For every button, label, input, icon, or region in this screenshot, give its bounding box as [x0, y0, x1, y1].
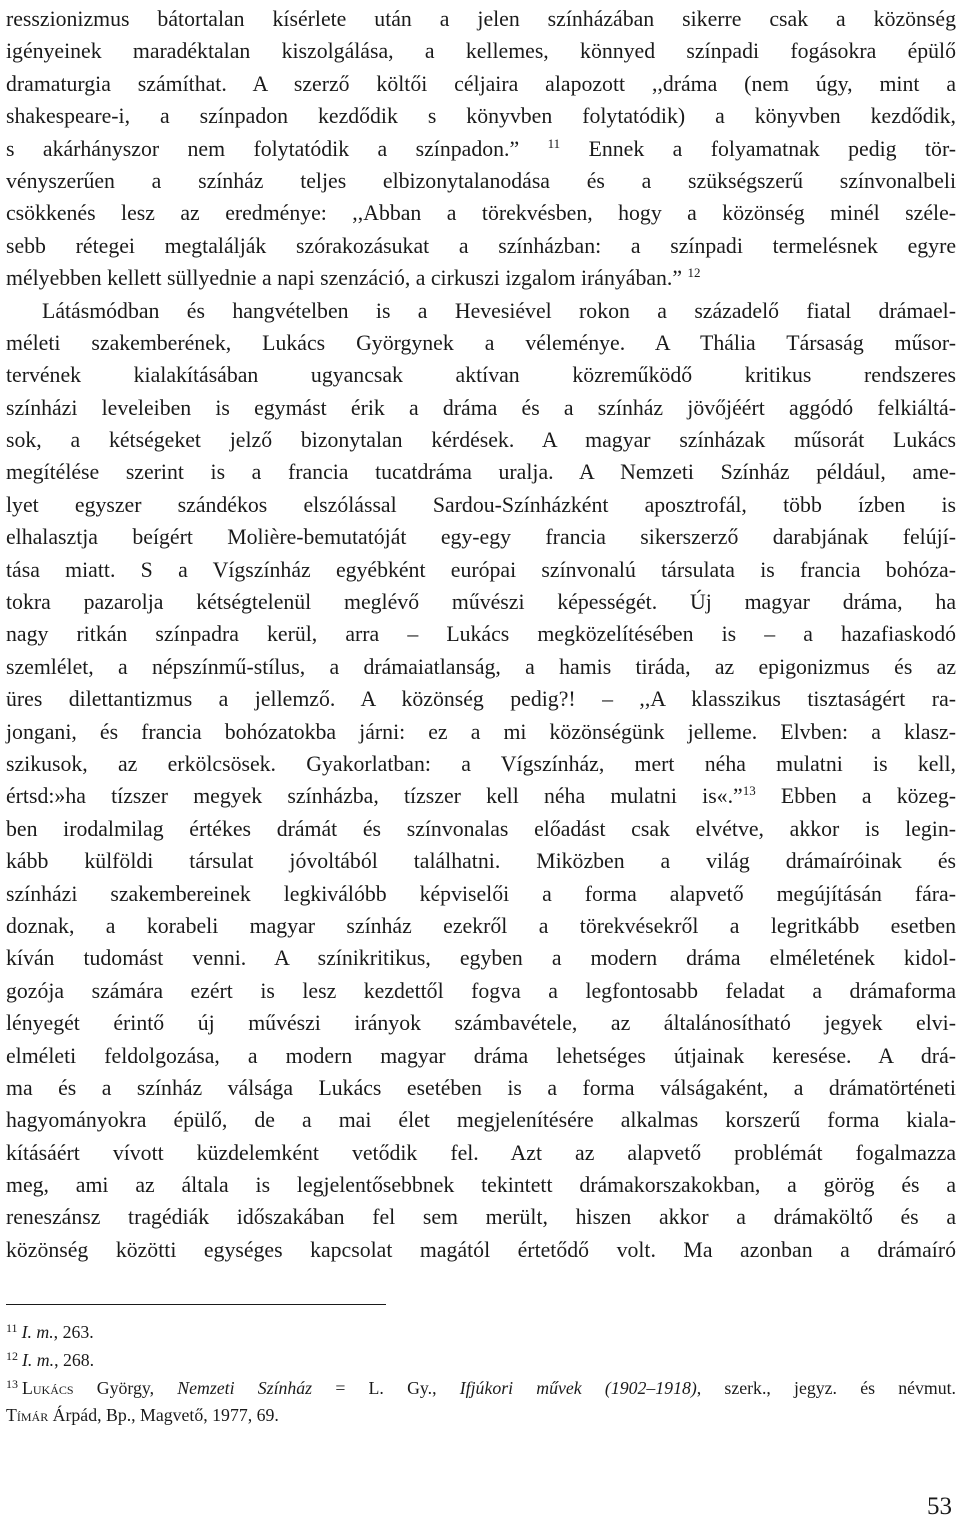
line-text: értsd:»ha tízszer megyek színházba, tízszer kell néha mulatni is«.” — [6, 784, 743, 809]
text-line: közönség közötti egységes kapcsolat magától értetődő volt. Ma azonban a drámaíró — [6, 1237, 956, 1262]
main-text — [6, 3, 956, 1266]
text-line: kább külföldi társulat jóvoltából találhatni. Miközben a világ drámaíróinak és — [6, 849, 956, 874]
text-line: csökkenés lesz az eredménye: ,,Abban a törekvésben, hogy a közönség minél széle- — [6, 201, 956, 226]
line-text: s akárhányszor nem folytatódik a színpadon.” — [6, 136, 520, 161]
footnote-author: Lukács — [22, 1377, 74, 1398]
footnote-number: 12 — [6, 1348, 18, 1363]
text-line: ma és a színház válsága Lukács esetében is a forma válságaként, a drámatörténeti — [6, 1075, 956, 1100]
text-line: tása miatt. S a Vígszínház egyébként európai színvonalú társulata is francia bohóza- — [6, 557, 956, 582]
text-line: színházi leveleiben is egymást érik a dráma és a színház jövőjéért aggódó felkiáltá- — [6, 395, 956, 420]
text-line: méleti szakemberének, Lukács Györgynek a véleménye. A Thália Társaság műsor- — [6, 330, 956, 355]
text-line: sok, a kétségeket jelző bizonytalan kérdések. A magyar színházak műsorát Lukács — [6, 428, 956, 453]
footnote-ref-12: 12 — [687, 265, 701, 281]
text-line: színházi szakembereinek legkiválóbb képviselői a forma alapvető megújításán fára- — [6, 881, 956, 906]
line-text: mélyebben kellett süllyednie a napi szenzáció, a cirkuszi izgalom irányában.” — [6, 266, 683, 291]
footnote-italic: I. m. — [22, 1349, 55, 1370]
text-line: shakespeare-i, a színpadon kezdődik s könyvben folytatódik) a könyvben kezdődik, — [6, 104, 956, 129]
text-line: doznak, a korabeli magyar színház ezekről a törekvésekről a legritkább esetben — [6, 913, 956, 938]
text-line: elhalasztja beígért Molière-bemutatóját egy-egy francia sikerszerző darabjának felújí- — [6, 525, 956, 550]
text-line: igényeinek maradéktalan kiszolgálása, a kellemes, könnyed színpadi fogásokra épülő — [6, 39, 956, 64]
footnotes — [6, 1319, 956, 1430]
text-line: lényegét érintő új művészi irányok számbavétele, az általánosítható jegyek elvi- — [6, 1011, 956, 1036]
text-line: kíván tudomást venni. A színikritikus, egyben a modern dráma elméletének kidol- — [6, 946, 956, 971]
footnote-title: Ifjúkori művek (1902–1918) — [459, 1377, 697, 1398]
text-line: tervének kialakításában ugyancsak aktívan közreműködő kritikus rendszeres — [6, 363, 956, 388]
footnote-number: 11 — [6, 1321, 18, 1335]
text-line: megítélése szerint is a francia tucatdráma uralja. A Nemzeti Színház például, ame- — [6, 460, 956, 485]
text-line: kításáért vívott küzdelemként vetődik fel. Azt az alapvető problémát fogalmazza — [6, 1140, 956, 1165]
text-line: dramaturgia számíthat. A szerző költői céljaira alapozott ,,dráma (nem úgy, mint a — [6, 71, 956, 96]
footnote-13 — [6, 1375, 956, 1403]
footnote-13-continued — [6, 1402, 956, 1430]
line-text: Ebben a közeg- — [780, 784, 957, 809]
footnote-text: Árpád, Bp., Magvető, 1977, 69. — [48, 1405, 279, 1426]
text-line: Látásmódban és hangvételben is a Hevesiével rokon a századelő fiatal drámael- — [42, 298, 956, 323]
text-line: hagyományokra épülő, de a mai élet megjelenítésére alkalmas korszerű forma kiala- — [6, 1108, 956, 1133]
footnote-11 — [6, 1319, 956, 1347]
footnote-text: , 268. — [54, 1349, 95, 1370]
text-line: vényszerűen a színház teljes elbizonytalanodása és a szükségszerű színvonalbeli — [6, 168, 956, 193]
text-line: gozója számára ezért is lesz kezdettől fogva a legfontosabb feladat a drámaforma — [6, 978, 956, 1003]
line-text: Ennek a folyamatnak pedig tör- — [588, 136, 957, 161]
text-line — [6, 133, 956, 165]
text-line: üres dilettantizmus a jellemző. A közönség pedig?! – ,,A klasszikus tisztaságért ra- — [6, 687, 956, 712]
footnote-text: , szerk., jegyz. és névmut. — [696, 1377, 957, 1398]
text-line: szikusok, az erkölcsösek. Gyakorlatban: a Vígszínház, mert néha mulatni is kell, — [6, 751, 956, 776]
page-number: 53 — [927, 1493, 952, 1520]
text-line: resszionizmus bátortalan kísérlete után a jelen színházában sikerre csak a közönség — [6, 7, 956, 31]
text-line: lyet egyszer szándékos elszólással Sardou-Színházként aposztrofál, több ízben is — [6, 492, 956, 517]
text-line: sebb rétegei megtalálják szórakozásukat a színházban: a színpadi termelésnek egyre — [6, 233, 956, 258]
text-line: reneszánsz tragédiák időszakában fel sem merült, hiszen akkor a drámaköltő és a — [6, 1205, 956, 1230]
text-line: meg, ami az általa is legjelentősebbnek tekintett drámakorszakokban, a görög és a — [6, 1173, 956, 1198]
footnote-text: György, — [73, 1377, 178, 1398]
text-line: jongani, és francia bohózatokba járni: ez a mi közönségünk jelleme. Elvben: a klasz- — [6, 719, 956, 744]
footnote-editor: Tímár — [6, 1405, 49, 1426]
footnote-divider — [6, 1304, 386, 1305]
text-line — [6, 780, 956, 812]
text-line: nagy ritkán színpadra kerül, arra – Lukács megközelítésében is – a hazafiaskodó — [6, 622, 956, 647]
footnote-ref-11: 11 — [547, 135, 561, 151]
footnote-ref-13: 13 — [742, 783, 756, 799]
footnote-title: Nemzeti Színház — [177, 1377, 313, 1398]
text-line: ben irodalmilag értékes drámát és színvonalas előadást csak elvétve, akkor is legin- — [6, 816, 956, 841]
footnote-italic: I. m. — [21, 1322, 54, 1342]
footnote-number: 13 — [6, 1376, 18, 1391]
text-line: elméleti feldolgozása, a modern magyar dráma lehetséges útjainak keresése. A drá- — [6, 1043, 956, 1068]
text-line: tokra pazarolja kétségtelenül meglévő művészi képességét. Új magyar dráma, ha — [6, 590, 956, 615]
text-line: szemlélet, a népszínmű-stílus, a drámaiatlanság, a hamis tiráda, az epigonizmus és az — [6, 654, 956, 679]
text-line — [6, 262, 956, 294]
footnote-text: = L. Gy., — [312, 1377, 460, 1398]
footnote-text: , 263. — [53, 1322, 94, 1342]
footnote-12 — [6, 1347, 956, 1375]
